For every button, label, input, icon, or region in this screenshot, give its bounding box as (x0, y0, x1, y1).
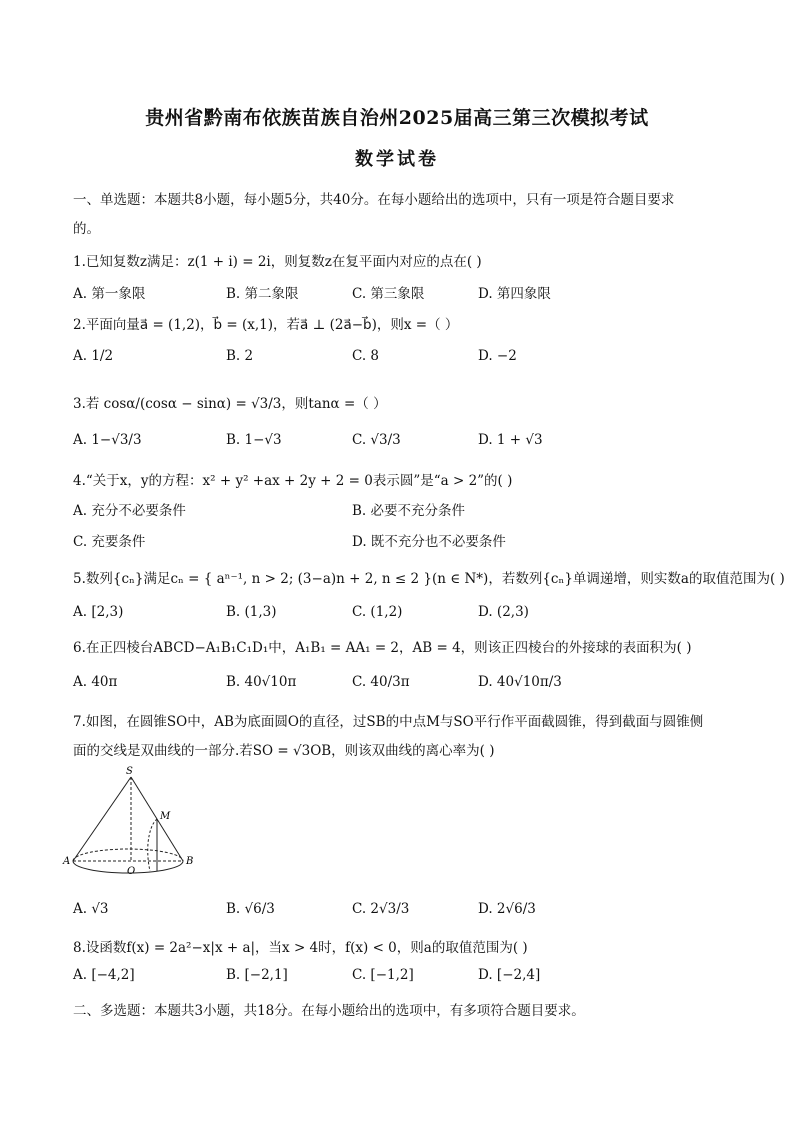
q1-stem: 1.已知复数z满足：z(1 + i) = 2i，则复数z在复平面内对应的点在( ) (73, 254, 482, 270)
exam-title: 贵州省黔南布依族苗族自治州2025届高三第三次模拟考试 (145, 107, 649, 129)
q1-option-d: D. 第四象限 (478, 286, 551, 302)
q4-stem: 4.“关于x，y的方程：x² + y² +ax + 2y + 2 = 0表示圆”是“a > 2”的( ) (73, 473, 513, 489)
q3-option-a: A. 1−√3/3 (73, 432, 142, 448)
q7-option-d: D. 2√6/3 (478, 901, 536, 917)
section1-heading-line1: 一、单选题：本题共8小题，每小题5分，共40分。在每小题给出的选项中，只有一项是符合题目要求 (73, 192, 675, 208)
q2-option-c: C. 8 (352, 348, 380, 364)
q5-option-c: C. (1,2) (352, 604, 403, 620)
q5-option-a: A. [2,3) (73, 604, 124, 620)
q8-option-b: B. [−2,1] (226, 967, 288, 983)
q4-option-c: C. 充要条件 (73, 534, 146, 550)
q3-option-b: B. 1−√3 (226, 432, 282, 448)
q7-option-b: B. √6/3 (226, 901, 275, 917)
figure-label-m: M (160, 811, 171, 822)
q6-option-b: B. 40√10π (226, 674, 297, 690)
q4-option-a: A. 充分不必要条件 (73, 503, 186, 519)
figure-label-s: S (126, 766, 133, 777)
q3-option-c: C. √3/3 (352, 432, 401, 448)
q4-option-b: B. 必要不充分条件 (352, 503, 466, 519)
q4-option-d: D. 既不充分也不必要条件 (352, 534, 506, 550)
q5-option-b: B. (1,3) (226, 604, 277, 620)
section1-heading-line2: 的。 (73, 221, 100, 237)
q8-option-c: C. [−1,2] (352, 967, 414, 983)
q2-option-a: A. 1/2 (73, 348, 114, 364)
q6-option-d: D. 40√10π/3 (478, 674, 562, 690)
q7-stem-line1: 7.如图，在圆锥SO中，AB为底面圆O的直径，过SB的中点M与SO平行作平面截圆锥，得到截面与圆锥侧 (73, 714, 704, 730)
q3-stem: 3.若 cosα/(cosα − sinα) = √3/3，则tanα =（ ） (73, 396, 387, 412)
q7-option-a: A. √3 (73, 901, 109, 917)
figure-label-o: O (127, 866, 136, 877)
q8-option-a: A. [−4,2] (73, 967, 135, 983)
q5-option-d: D. (2,3) (478, 604, 529, 620)
q6-option-c: C. 40/3π (352, 674, 410, 690)
q8-stem: 8.设函数f(x) = 2a²−x|x + a|，当x > 4时，f(x) < 0，则a的取值范围为( ) (73, 940, 528, 956)
figure-label-a: A (63, 856, 71, 867)
exam-subtitle: 数学试卷 (355, 149, 439, 170)
q7-stem-line2: 面的交线是双曲线的一部分.若SO = √3OB，则该双曲线的离心率为( ) (73, 743, 495, 759)
cone-figure (60, 763, 220, 883)
q1-option-a: A. 第一象限 (73, 286, 146, 302)
q2-option-b: B. 2 (226, 348, 254, 364)
q1-option-c: C. 第三象限 (352, 286, 425, 302)
q1-option-b: B. 第二象限 (226, 286, 299, 302)
q6-stem: 6.在正四棱台ABCD−A₁B₁C₁D₁中，A₁B₁ = AA₁ = 2，AB = 4，则该正四棱台的外接球的表面积为( ) (73, 640, 692, 656)
figure-label-b: B (186, 856, 194, 867)
section2-heading: 二、多选题：本题共3小题，共18分。在每小题给出的选项中，有多项符合题目要求。 (73, 1003, 585, 1019)
q2-option-d: D. −2 (478, 348, 517, 364)
q7-option-c: C. 2√3/3 (352, 901, 410, 917)
q6-option-a: A. 40π (73, 674, 118, 690)
q8-option-d: D. [−2,4] (478, 967, 541, 983)
q3-option-d: D. 1 + √3 (478, 432, 543, 448)
q2-stem: 2.平面向量a⃗ = (1,2)，b⃗ = (x,1)，若a⃗ ⊥ (2a⃗−b⃗)，则x =（ ） (73, 317, 459, 333)
q5-stem: 5.数列{cₙ}满足cₙ = { aⁿ⁻¹, n > 2; (3−a)n + 2, n ≤ 2 }(n ∈ N*)，若数列{cₙ}单调递增，则实数a的取值范围为( ) (73, 571, 785, 587)
